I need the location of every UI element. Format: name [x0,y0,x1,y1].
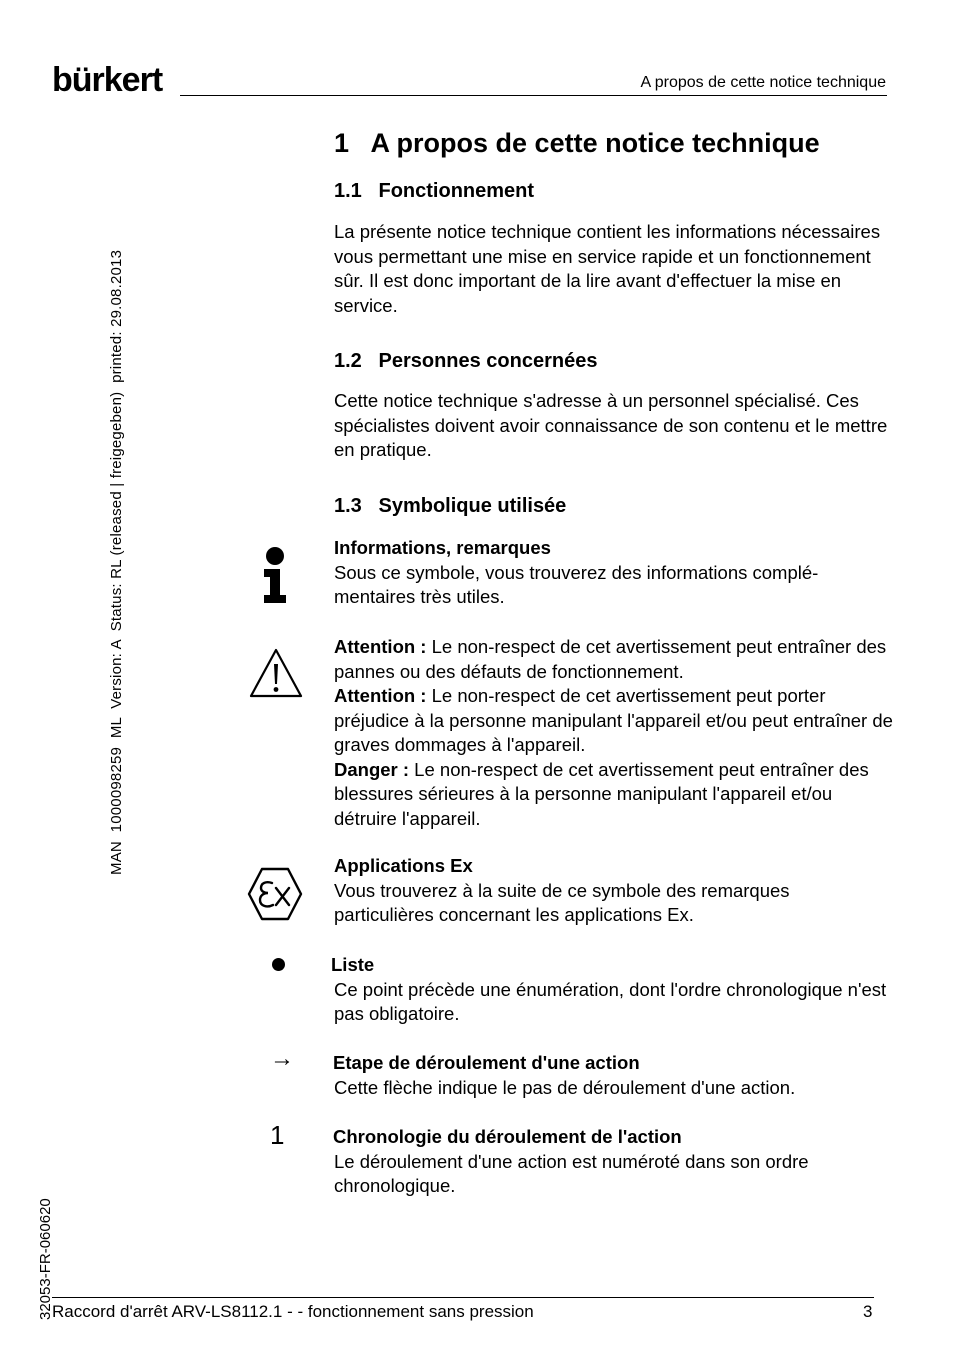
section-title: Fonctionnement [378,180,535,202]
list-body: Ce point précède une énumération, dont l'ordre chronologique n'est pas obligatoire. [334,978,887,1024]
step-note [334,1051,894,1100]
info-note [334,536,894,610]
ex-title: Applications Ex [334,855,473,876]
chapter-number: 1 [334,128,350,158]
warning-item [334,684,894,758]
list-note [331,953,894,1027]
section-body-1-2: Cette notice technique s'adresse à un personnel spécialisé. Ces spécialistes doivent avoir connaissance de son contenu et le mettre en pratique. [334,390,888,460]
info-icon [258,545,292,605]
section-heading-1-1 [334,180,534,203]
section-number: 1.1 [334,180,362,202]
chronology-number: 1 [270,1120,285,1150]
header-rule [180,95,887,96]
section-number: 1.2 [334,350,362,372]
info-title: Informations, remarques [334,537,551,558]
chapter-title: A propos de cette notice technique [370,128,820,158]
warning-label: Attention : [334,636,427,657]
ex-note [334,854,894,928]
danger-text: Le non-respect de cet avertissement peut entraîner des blessures sérieures à la personne manipulant l'appareil et/ou détruire l'appareil. [334,758,869,829]
warning-icon [248,646,304,700]
page-number: 3 [863,1302,873,1321]
danger-item [334,758,894,832]
section-body-1-1: La présente notice technique contient les informations nécessaires vous permettant une mise en service rapide et un fonctionnement sûr. Il est donc important de la lire avant d'effectuer la mise en service. [334,221,881,316]
section-heading-1-2 [334,350,597,373]
arrow-right-icon: → [270,1045,294,1072]
burkert-logo: bürkert [52,61,163,99]
step-body: Cette flèche indique le pas de déroulement d'une action. [334,1076,796,1098]
header-title: A propos de cette notice technique [640,74,886,91]
section-number: 1.3 [334,495,362,517]
footer-rule [52,1297,874,1298]
list-title: Liste [331,954,375,975]
warning-item [334,635,894,684]
section-title: Symbolique utilisée [378,495,567,517]
ex-body: Vous trouverez à la suite de ce symbole des remarques particulières concernant les applications Ex. [334,879,790,925]
chapter-heading [334,128,820,159]
chronology-title: Chronologie du déroulement de l'action [333,1126,682,1147]
footer-document-title: Raccord d'arrêt ARV-LS8112.1 - - fonctionnement sans pression [52,1302,534,1321]
document-metadata: MAN 1000098259 ML Version: A Status: RL (released | freigegeben) printed: 29.08.2013 [108,249,125,875]
document-code: 32053-FR-060620 [37,1198,54,1320]
warning-text: Le non-respect de cet avertissement peut entraîner des pannes ou des défauts de fonctionnement. [334,636,887,682]
section-title: Personnes concernées [378,350,598,372]
ex-icon [246,866,304,922]
warning-label: Attention : [334,685,427,706]
step-title: Etape de déroulement d'une action [333,1052,640,1073]
bullet-icon [272,958,285,971]
danger-label: Danger : [334,758,410,780]
warning-text: Le non-respect de cet avertissement peut porter préjudice à la personne manipulant l'appareil et/ou peut entraîner de graves dommages à l'appareil. [334,685,893,755]
section-heading-1-3 [334,495,566,518]
warning-note [334,635,894,831]
chronology-note [334,1125,894,1199]
info-body: Sous ce symbole, vous trouverez des informations complé-mentaires très utiles. [334,561,819,607]
chronology-body: Le déroulement d'une action est numéroté dans son ordre chronologique. [334,1150,809,1196]
